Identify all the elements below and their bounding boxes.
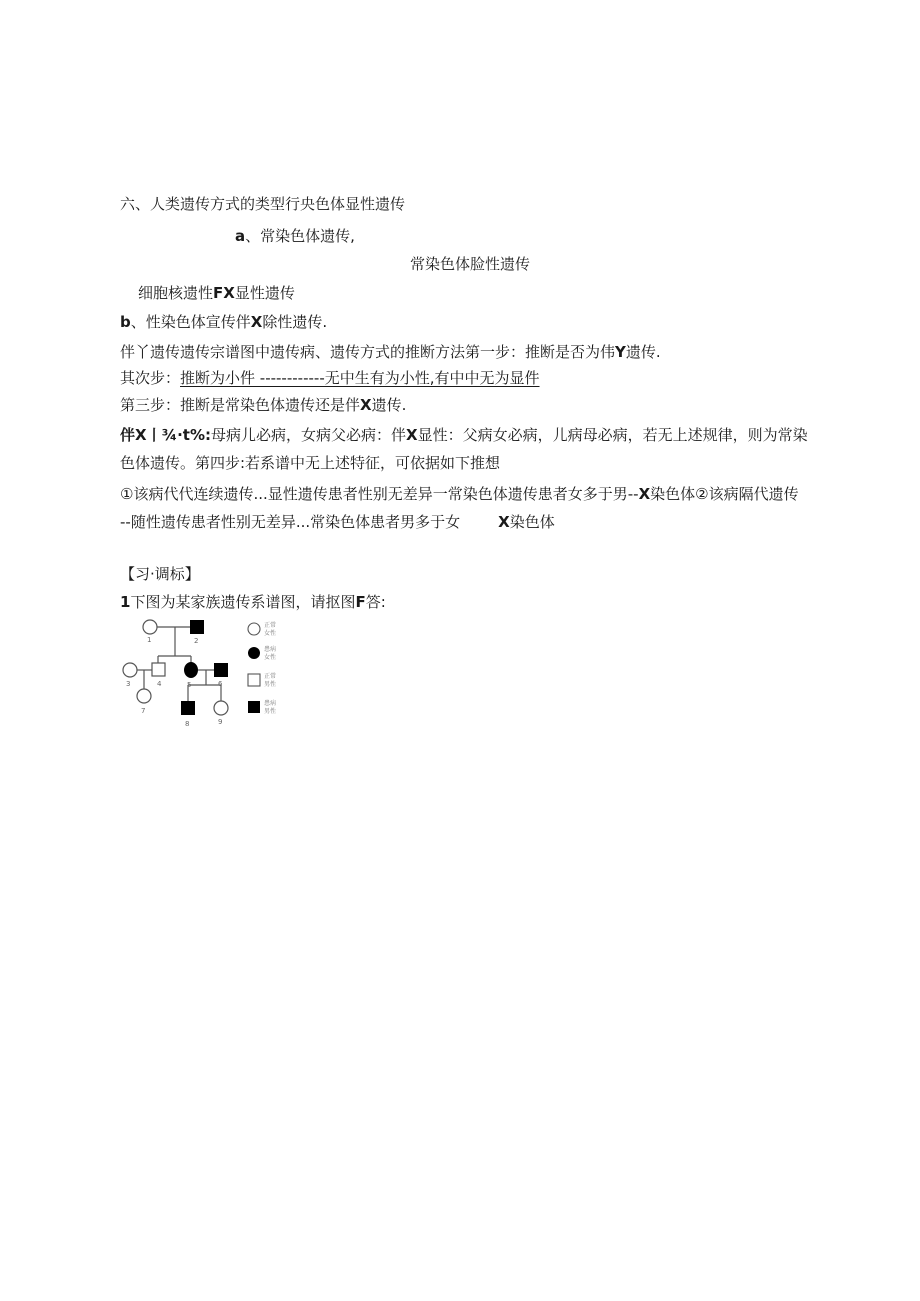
step1-line: 伴丫遗传遗传宗谱图中遗传病、遗传方式的推断方法第一步：推断是否为伟Y遗传. bbox=[120, 343, 661, 361]
label-6: 6 bbox=[218, 680, 223, 688]
autosomal-inheritance-line: a、常染色体遗传, bbox=[235, 227, 355, 245]
legend-normal-female-symbol bbox=[248, 623, 260, 635]
sex-chromosome-line: b、性染色体宣传伴X除性遗传. bbox=[120, 313, 328, 331]
pedigree-chart bbox=[118, 612, 298, 730]
individual-9-normal-female bbox=[214, 701, 228, 715]
individual-2-affected-male bbox=[190, 620, 204, 634]
step3-line: 第三步：推断是常染色体遗传还是伴X遗传. bbox=[120, 396, 407, 414]
legend-affected-male-symbol bbox=[248, 701, 260, 713]
label-3: 3 bbox=[126, 680, 131, 688]
individual-7-normal-female bbox=[137, 689, 151, 703]
legend-affected-female-symbol bbox=[248, 647, 260, 659]
legend-normal-female-line1: 正常 bbox=[264, 622, 277, 629]
exercise-header: 【习·调标】 bbox=[120, 565, 200, 583]
legend-normal-female-line2: 女性 bbox=[264, 630, 277, 637]
individual-8-affected-male bbox=[181, 701, 195, 715]
label-4: 4 bbox=[157, 680, 162, 688]
individual-6-affected-male bbox=[214, 663, 228, 677]
label-9: 9 bbox=[218, 718, 223, 726]
legend-normal-male-line2: 男性 bbox=[264, 681, 277, 688]
label-2: 2 bbox=[194, 637, 199, 645]
cytoplasm-line: 细胞核遗性FX显性遗传 bbox=[138, 284, 295, 302]
x-linked-rule-line-2: 色体遗传。第四步:若系谱中无上述特征，可依据如下推想 bbox=[120, 454, 501, 472]
step2-line: 其次步：推断为小件 ------------无中生有为小性,有中中无为显件 bbox=[120, 369, 540, 387]
legend-affected-female-line2: 女性 bbox=[264, 654, 277, 661]
individual-1-normal-female bbox=[143, 620, 157, 634]
step4-line-1: ①该病代代连续遗传...显性遗传患者性别无差异一常染色体遗传患者女多于男--X染色体②该病隔代遗传 bbox=[120, 485, 799, 503]
label-5: 5 bbox=[187, 681, 192, 689]
individual-3-normal-female bbox=[123, 663, 137, 677]
legend-normal-male-symbol bbox=[248, 674, 260, 686]
autosomal-recessive-line: 常染色体脸性遗传 bbox=[410, 255, 531, 273]
x-linked-rule-line-1: 伴X丨¾·t%:母病儿必病，女病父必病：伴X显性：父病女必病，儿病母必病，若无上述规律，则为常染 bbox=[120, 426, 808, 444]
label-1: 1 bbox=[147, 636, 152, 644]
legend-affected-male-line1: 患病 bbox=[264, 700, 277, 707]
question-1: 1下图为某家族遗传系谱图，请抠图F答: bbox=[120, 593, 386, 611]
individual-4-normal-male bbox=[152, 663, 165, 676]
individual-5-affected-female bbox=[184, 662, 198, 678]
legend-normal-male-line1: 正常 bbox=[264, 673, 277, 680]
label-7: 7 bbox=[141, 707, 146, 715]
legend-affected-female-line1: 患病 bbox=[264, 646, 277, 653]
step4-line-2: --随性遗传患者性别无差异...常染色体患者男多于女 X染色体 bbox=[120, 513, 555, 531]
legend-affected-male-line2: 男性 bbox=[264, 708, 277, 715]
section-heading: 六、人类遗传方式的类型行央色体显性遗传 bbox=[120, 195, 406, 213]
label-8: 8 bbox=[185, 720, 190, 728]
